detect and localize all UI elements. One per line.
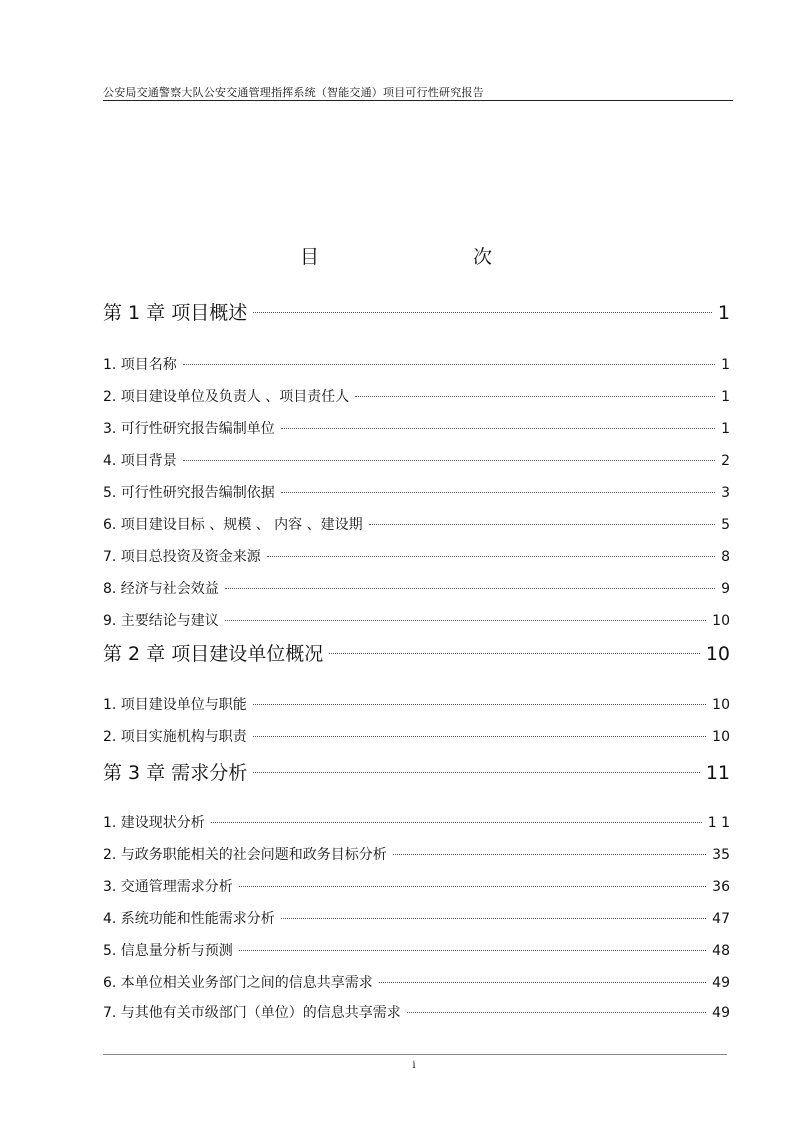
dot-leader	[239, 950, 706, 951]
dot-leader	[225, 620, 706, 621]
toc-title-left: 目	[300, 246, 320, 268]
dot-leader	[369, 524, 715, 525]
toc-section-entry[interactable]	[103, 1002, 730, 1022]
toc-entry-page: 8	[721, 549, 730, 565]
toc-title	[300, 242, 492, 269]
toc-entry-title: 6. 本单位相关业务部门之间的信息共享需求	[103, 975, 373, 991]
dot-leader	[253, 704, 706, 705]
toc-section-entry[interactable]	[103, 386, 730, 406]
toc-section-entry[interactable]	[103, 482, 730, 502]
toc-entry-title: 7. 与其他有关市级部门（单位）的信息共享需求	[103, 1005, 401, 1021]
toc-entry-page: 35	[712, 847, 730, 863]
toc-entry-title: 4. 项目背景	[103, 453, 177, 469]
toc-entry-title: 9. 主要结论与建议	[103, 613, 219, 629]
toc-entry-page: 49	[712, 1005, 730, 1021]
toc-entry-page: 3	[721, 485, 730, 501]
toc-entry-page: 5	[721, 517, 730, 533]
page-number: i	[412, 1060, 416, 1071]
toc-entry-page: 10	[712, 729, 730, 745]
dot-leader	[379, 982, 706, 983]
toc-section-entry[interactable]	[103, 514, 730, 534]
toc-entry-page: 1	[717, 302, 730, 324]
toc-section-entry[interactable]	[103, 812, 730, 832]
dot-leader	[211, 822, 702, 823]
toc-section-entry[interactable]	[103, 876, 730, 896]
toc-entry-title: 第 2 章 项目建设单位概况	[103, 643, 324, 665]
dot-leader	[281, 918, 706, 919]
toc-entry-page: 1	[721, 421, 730, 437]
toc-entry-title: 4. 系统功能和性能需求分析	[103, 911, 275, 927]
toc-section-entry[interactable]	[103, 972, 730, 992]
dot-leader	[253, 772, 700, 773]
toc-entry-title: 3. 可行性研究报告编制单位	[103, 421, 275, 437]
toc-entry-page: 1	[721, 389, 730, 405]
running-header: 公安局交通警察大队公安交通管理指挥系统（智能交通）项目可行性研究报告	[103, 86, 484, 99]
toc-entry-page: 11	[705, 762, 730, 784]
dot-leader	[253, 312, 712, 313]
toc-entry-page: 10	[712, 613, 730, 629]
toc-entry-title: 第 1 章 项目概述	[103, 302, 248, 324]
toc-entry-page: 47	[712, 911, 730, 927]
toc-entry-title: 8. 经济与社会效益	[103, 581, 219, 597]
toc-entry-title: 第 3 章 需求分析	[103, 762, 248, 784]
dot-leader	[393, 854, 706, 855]
toc-section-entry[interactable]	[103, 354, 730, 374]
toc-entry-title: 2. 项目建设单位及负责人 、项目责任人	[103, 389, 350, 405]
header-rule	[103, 100, 733, 101]
toc-entry-page: 48	[712, 943, 730, 959]
dot-leader	[183, 364, 715, 365]
dot-leader	[267, 556, 715, 557]
toc-entry-title: 1. 建设现状分析	[103, 815, 205, 831]
toc-title-right: 次	[472, 246, 492, 268]
toc-entry-title: 6. 项目建设目标 、规模 、 内容 、建设期	[103, 517, 363, 533]
toc-entry-title: 7. 项目总投资及资金来源	[103, 549, 261, 565]
toc-entry-page: 1 1	[707, 815, 730, 831]
toc-entry-page: 1	[721, 357, 730, 373]
toc-section-entry[interactable]	[103, 844, 730, 864]
toc-entry-page: 2	[721, 453, 730, 469]
toc-entry-title: 1. 项目名称	[103, 357, 177, 373]
toc-section-entry[interactable]	[103, 726, 730, 746]
toc-section-entry[interactable]	[103, 546, 730, 566]
dot-leader	[253, 736, 706, 737]
toc-section-entry[interactable]	[103, 940, 730, 960]
toc-section-entry[interactable]	[103, 450, 730, 470]
dot-leader	[183, 460, 715, 461]
toc-entry-title: 5. 可行性研究报告编制依据	[103, 485, 275, 501]
dot-leader	[407, 1012, 706, 1013]
dot-leader	[281, 428, 715, 429]
toc-section-entry[interactable]	[103, 578, 730, 598]
toc-section-entry[interactable]	[103, 610, 730, 630]
toc-chapter-entry[interactable]	[103, 298, 730, 325]
toc-entry-title: 3. 交通管理需求分析	[103, 879, 233, 895]
toc-section-entry[interactable]	[103, 694, 730, 714]
dot-leader	[281, 492, 715, 493]
toc-entry-title: 2. 与政务职能相关的社会问题和政务目标分析	[103, 847, 387, 863]
toc-entry-page: 9	[721, 581, 730, 597]
toc-entry-page: 36	[712, 879, 730, 895]
toc-chapter-entry[interactable]	[103, 758, 730, 785]
dot-leader	[239, 886, 706, 887]
toc-chapter-entry[interactable]	[103, 639, 730, 666]
toc-entry-page: 10	[705, 643, 730, 665]
toc-entry-page: 49	[712, 975, 730, 991]
dot-leader	[329, 653, 700, 654]
toc-entry-title: 5. 信息量分析与预测	[103, 943, 233, 959]
dot-leader	[225, 588, 715, 589]
toc-entry-title: 2. 项目实施机构与职责	[103, 729, 247, 745]
footer-rule	[103, 1054, 727, 1055]
toc-section-entry[interactable]	[103, 418, 730, 438]
toc-entry-title: 1. 项目建设单位与职能	[103, 697, 247, 713]
toc-section-entry[interactable]	[103, 908, 730, 928]
dot-leader	[355, 396, 715, 397]
toc-entry-page: 10	[712, 697, 730, 713]
